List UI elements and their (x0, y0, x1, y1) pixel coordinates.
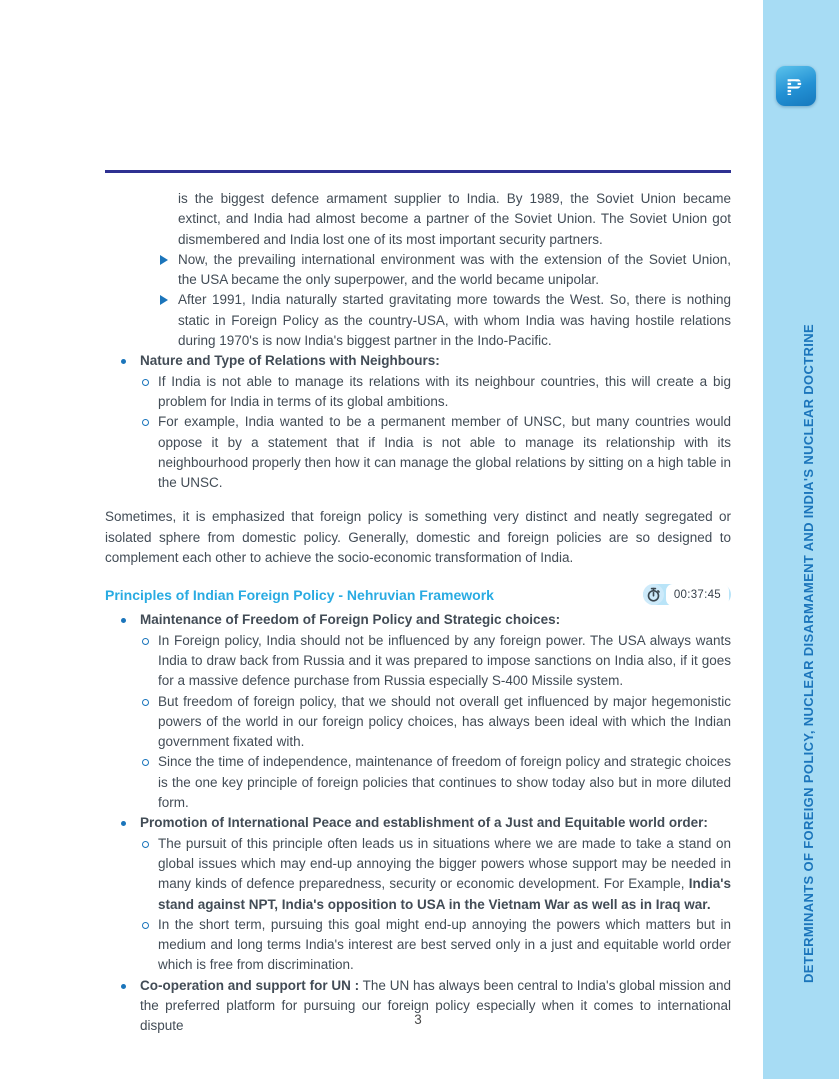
top-divider-rule (105, 170, 731, 173)
sub-list-item: For example, India wanted to be a permanent member of UNSC, but many countries would oppose it by a statement that if India is not able to manage its relationship with its neighbourhood properly then how it can manage the global relations by sitting on a high table in the UNSC. (105, 412, 731, 493)
sub-list-item: If India is not able to manage its relations with its neighbour countries, this will create a big problem for India in terms of its global ambitions. (105, 372, 731, 413)
sub-list-item: The pursuit of this principle often leads us in situations where we are made to take a stand on global issues which may end-up annoying the bigger powers whose support may be needed in many kinds of defence preparedness, security or economic development. For Example, India's stand against NPT, India's opposition to USA in the Vietnam War as well as in Iraq war. (105, 834, 731, 915)
arrow-bullet-icon (160, 255, 168, 265)
svg-text:P: P (786, 74, 803, 100)
arrow-list-item: After 1991, India naturally started gravitating more towards the West. So, there is nothing static in Foreign Policy as the country-USA, with whom India was having hostile relations during 1970's is now India's biggest partner in the Indo-Pacific. (105, 290, 731, 351)
paragraph-continuation: is the biggest defence armament supplier to India. By 1989, the Soviet Union became extinct, and India had almost become a partner of the Soviet Union. The Soviet Union got dismembered and India lost one of its most important security partners. (178, 191, 731, 247)
bullet-list-item: Maintenance of Freedom of Foreign Policy and Strategic choices: (105, 610, 731, 630)
chapter-sidebar (763, 0, 839, 1079)
striped-p-logo-icon (776, 66, 816, 106)
bullet-list-item: Co-operation and support for UN : The UN has always been central to India's global mission and the preferred platform for pursuing our foreign policy especially when it comes to international dispute (105, 976, 731, 1037)
section-heading: Principles of Indian Foreign Policy - Nehruvian Framework (105, 586, 494, 603)
document-body (105, 189, 731, 1037)
bullet-dot-icon (121, 821, 126, 826)
bullet-dot-icon (121, 984, 126, 989)
sub-list-item: In Foreign policy, India should not be influenced by any foreign power. The USA always wants India to draw back from Russia and it was prepared to impose sanctions on India also, if it goes for a massive defence purchase from Russia especially S-400 Missile system. (105, 631, 731, 692)
circle-bullet-icon (142, 379, 149, 386)
page-number: 3 (414, 1012, 422, 1027)
stopwatch-icon (643, 584, 664, 605)
sub-list-item: But freedom of foreign policy, that we should not overall get influenced by major hegemonistic powers of the world in our foreign policy choices, has always been ideal with which the Indian government fixated with. (105, 692, 731, 753)
sub-list-item: In the short term, pursuing this goal might end-up annoying the powers which matters but in medium and long terms India's interest are best served only in a just and equitable world order which is free from discrimination. (105, 915, 731, 976)
bullet-dot-icon (121, 618, 126, 623)
timestamp-value: 00:37:45 (666, 584, 729, 606)
arrow-list-item: Now, the prevailing international environment was with the extension of the Soviet Union, the USA became the only superpower, and the world became unipolar. (105, 250, 731, 291)
video-timestamp-badge[interactable] (643, 584, 731, 605)
bullet-list-item: Nature and Type of Relations with Neighbours: (105, 351, 731, 371)
circle-bullet-icon (142, 638, 149, 645)
content-top (105, 189, 731, 568)
chapter-title-vertical: DETERMINANTS OF FOREIGN POLICY, NUCLEAR DISARMAMENT AND INDIA'S NUCLEAR DOCTRINE (801, 324, 816, 983)
sub-list-item: Since the time of independence, maintenance of freedom of foreign policy and strategic choices is the one key principle of foreign policies that continues to show today also but in more diluted form. (105, 752, 731, 813)
circle-bullet-icon (142, 699, 149, 706)
body-paragraph: Sometimes, it is emphasized that foreign policy is something very distinct and neatly segregated or isolated sphere from domestic policy. Generally, domestic and foreign policies are so designed to complement each other to achieve the socio-economic transformation of India. (105, 509, 731, 566)
circle-bullet-icon (142, 922, 149, 929)
content-bottom (105, 610, 731, 1036)
circle-bullet-icon (142, 759, 149, 766)
circle-bullet-icon (142, 419, 149, 426)
section-heading-row (105, 584, 731, 605)
circle-bullet-icon (142, 841, 149, 848)
arrow-bullet-icon (160, 295, 168, 305)
bullet-dot-icon (121, 359, 126, 364)
bullet-list-item: Promotion of International Peace and establishment of a Just and Equitable world order: (105, 813, 731, 833)
